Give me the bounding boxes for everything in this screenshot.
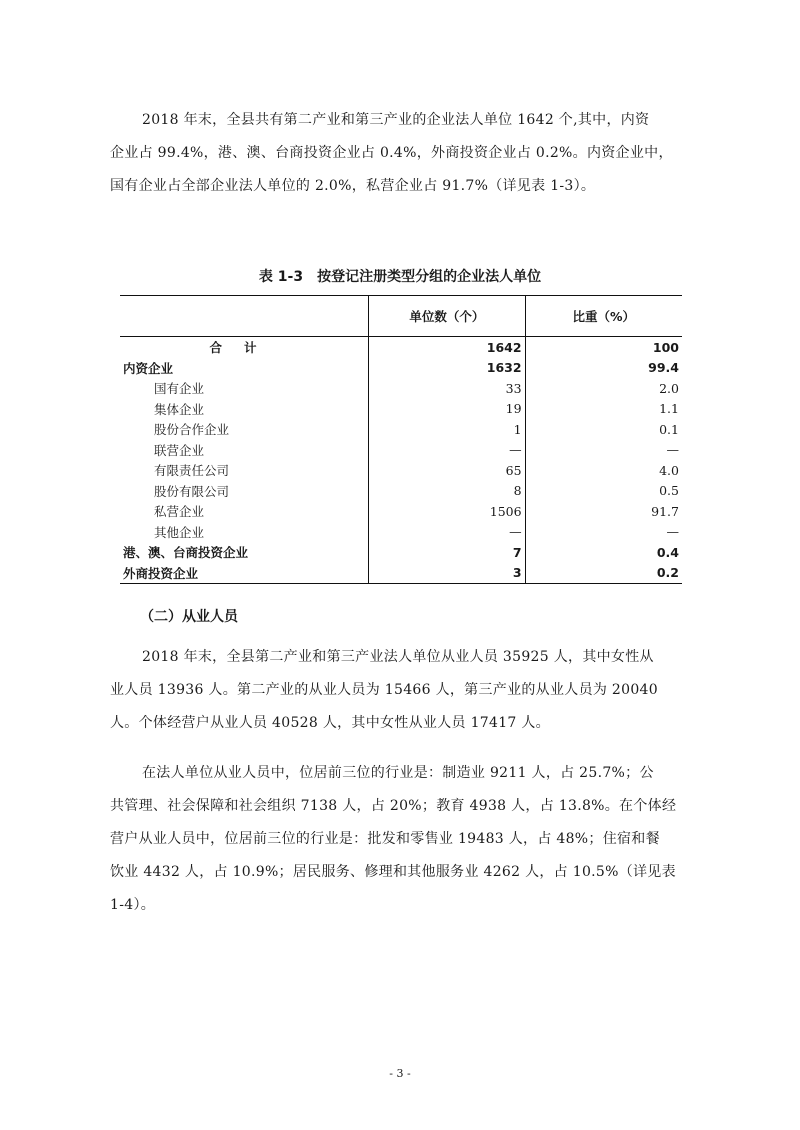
paragraph-line: 2018 年末，全县共有第二产业和第三产业的企业法人单位 1642 个,其中，内资 (142, 112, 650, 128)
paragraph-line: 共管理、社会保障和社会组织 7138 人，占 20%；教育 4938 人，占 13.8%。在个体经 (110, 798, 677, 814)
section-heading: （二）从业人员 (140, 609, 238, 625)
header-count: 单位数（个） (369, 296, 526, 337)
table-title: 表 1-3 按登记注册类型分组的企业法人单位 (258, 269, 542, 285)
table-row (120, 522, 682, 543)
row-count: — (369, 440, 526, 461)
paragraph-line: 营户从业人员中，位居前三位的行业是：批发和零售业 19483 人，占 48%；住宿和餐 (110, 831, 660, 847)
table-row (120, 460, 682, 481)
enterprise-registration-table (120, 295, 682, 584)
row-name: 内资企业 (123, 360, 174, 376)
row-share: 0.4 (656, 544, 679, 560)
row-name: 外商投资企业 (120, 563, 369, 584)
row-count: 8 (369, 481, 526, 502)
row-share: — (666, 442, 679, 458)
paragraph-industry-ranking (110, 757, 700, 922)
row-share: 0.2 (525, 563, 682, 584)
row-share: 4.0 (659, 462, 679, 478)
row-count: 1 (369, 419, 526, 440)
row-share: 0.5 (659, 483, 679, 499)
row-name: 集体企业 (154, 401, 205, 417)
table-row (120, 563, 682, 584)
paragraph-line: 企业占 99.4%，港、澳、台商投资企业占 0.4%，外商投资企业占 0.2%。内资企业中， (110, 145, 673, 161)
row-name: 私营企业 (154, 504, 205, 520)
row-name: 港、澳、台商投资企业 (123, 545, 249, 561)
paragraph-line: 饮业 4432 人，占 10.9%；居民服务、修理和其他服务业 4262 人，占 10.5%（详见表 (110, 864, 676, 880)
page-number: - 3 - (389, 1067, 411, 1080)
row-count: 33 (369, 378, 526, 399)
paragraph-line: 国有企业占全部企业法人单位的 2.0%，私营企业占 91.7%（详见表 1-3）。 (110, 178, 596, 194)
row-name: 股份合作企业 (154, 422, 230, 438)
row-share: 2.0 (659, 380, 679, 396)
row-share: 0.1 (659, 421, 679, 437)
row-share: 1.1 (659, 401, 679, 417)
row-name: 有限责任公司 (154, 463, 230, 479)
row-name: 股份有限公司 (154, 483, 230, 499)
header-name (120, 296, 369, 337)
row-count: — (369, 522, 526, 543)
table-row-total (120, 337, 682, 358)
header-share: 比重（%） (525, 296, 682, 337)
row-count: 19 (369, 399, 526, 420)
table-row (120, 399, 682, 420)
table-row (120, 419, 682, 440)
table-header-row (120, 296, 682, 337)
row-count: 3 (369, 563, 526, 584)
paragraph-line: 在法人单位从业人员中，位居前三位的行业是：制造业 9211 人，占 25.7%；公 (142, 765, 654, 781)
table-row (120, 358, 682, 379)
paragraph-line: 业人员 13936 人。第二产业的从业人员为 15466 人，第三产业的从业人员为 20040 (110, 682, 658, 698)
row-name: 联营企业 (154, 442, 205, 458)
row-count: 7 (369, 542, 526, 563)
paragraph-line: 1-4）。 (110, 897, 156, 913)
row-share: 91.7 (651, 503, 679, 519)
table-row (120, 501, 682, 522)
row-count: 1506 (369, 501, 526, 522)
paragraph-employment (110, 641, 700, 740)
table-row (120, 481, 682, 502)
row-count: 1642 (369, 337, 526, 358)
table-row (120, 440, 682, 461)
paragraph-line: 2018 年末，全县第二产业和第三产业法人单位从业人员 35925 人，其中女性从 (142, 649, 654, 665)
row-count: 65 (369, 460, 526, 481)
row-name: 其他企业 (154, 524, 205, 540)
table-row (120, 378, 682, 399)
row-share: 100 (652, 339, 679, 355)
paragraph-line: 人。个体经营户从业人员 40528 人，其中女性从业人员 17417 人。 (110, 715, 550, 731)
row-share: — (666, 524, 679, 540)
paragraph-enterprise-summary (110, 104, 700, 203)
table-row (120, 542, 682, 563)
row-name: 合计 (209, 340, 279, 356)
row-name: 国有企业 (154, 381, 205, 397)
row-share: 99.4 (648, 360, 679, 376)
row-count: 1632 (369, 358, 526, 379)
